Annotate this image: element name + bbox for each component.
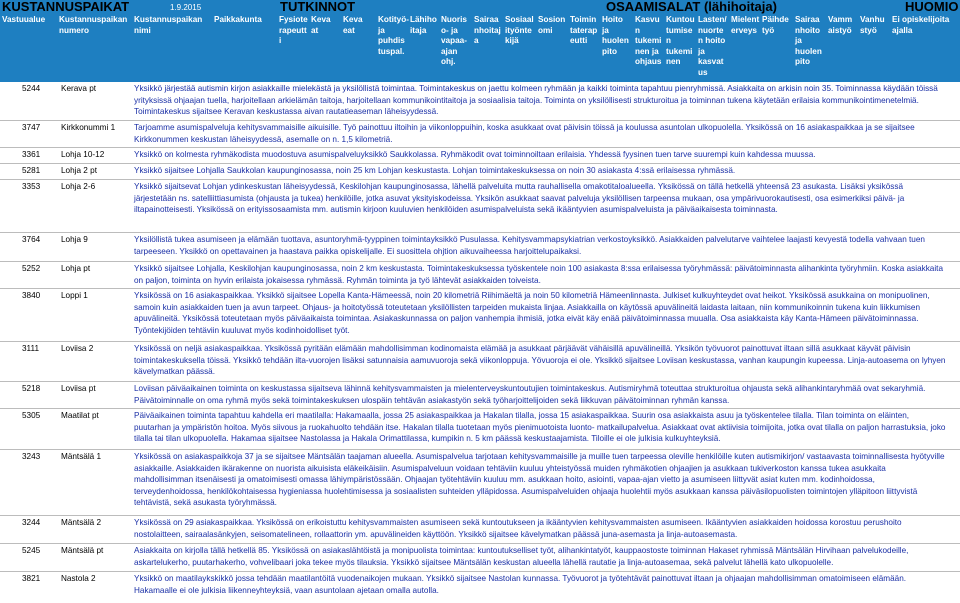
row-code: 3353 — [22, 182, 41, 191]
col-header: Sosion omi — [538, 15, 566, 35]
header — [0, 0, 960, 82]
col-header: Sairaa nhoito ja huolen pito — [795, 15, 822, 66]
row-place: Mäntsälä pt — [61, 546, 104, 555]
row-code: 5218 — [22, 384, 41, 393]
row-place: Loviisa pt — [61, 384, 96, 393]
row-place: Lohja 10-12 — [61, 150, 105, 159]
row-description: Yksikkö järjestää autismin kirjon asiakkaille mielekästä ja yksilöllistä toimintaa. Toimintakeskus on jaettu kolmeen ryhmään ja kaikki toiminta tapahtuu pienryhmissä. Asiakkaita on arkisin noin 35. Toiminnassa käydään töissä yrityksissä ohjaajan tuella, harjoitellaan arkielämän taitoja, harjoitellaan kommunikointitaitoja ja sosiaalisia taitoja. Toiminta on yksilöllisesti strukturoitua ja toiminnan tukena käytetään erilaisia kommunikointimenetelmiä. Toimintakeskus sijaitsee Keravan keskustassa aivan rautatieaseman läheisyydessä. — [134, 84, 938, 117]
row-divider — [0, 163, 960, 164]
row-code: 5245 — [22, 546, 41, 555]
row-divider — [0, 288, 960, 289]
row-description: Päiväaikainen toiminta tapahtuu kahdella eri maatilalla: Hakamaalla, jossa 25 asiakaspaikkaa ja Hakalan tilalla, jossa 15 asiakaspaikkaa. Suurin osa asiakkaista asuu ja työskentelee tilalla. Tilan toiminta on eläinten, puutarhan ja ympäristön hoitoa. Myös siivous ja ruokahuolto tehdään itse. Hakalan tilalla tuotetaan myös pienimuotoista luonto- matkailupalvelua. Asiakkaat ovat aktiivisia toimijoita, jotka ovat tilalla on paljon harrastuksia, joko tilalla tai tilan ulkopuolella. Hakamaa sijaitsee Nastolassa ja Hakala Orimattilassa, kumpikin n. 5 km päässä keskustaajamista. Tiloille ei ole julkisia kulkuyhteyksiä. — [134, 411, 946, 444]
row-code: 3821 — [22, 574, 41, 583]
row-place: Mäntsälä 1 — [61, 452, 102, 461]
row-place: Lohja 9 — [61, 235, 88, 244]
row-place: Lohja 2-6 — [61, 182, 96, 191]
row-description: Asiakkaita on kirjolla tällä hetkellä 85. Yksikössä on asiakaslähtöistä ja monipuolista toimintaa: kuntoutukselliset työt, alihankintatyöt, kauppaostoste toiminnan Hakaset ryhmissä Mäntsälän Hirvihaan palvelukodeille, askartelukerho, puutarhakerho, vohvelibaari joka tekee myös tilauksia. Yksikkö sijaitsee Mäntsälän keskustan alueella lähellä rautatie ja linja-autoasemaa, sekä palvelut lähellä kato ulkopuolelle. — [134, 546, 909, 567]
row-description: Tarjoamme asumispalveluja kehitysvammaisille aikuisille. Työ painottuu iltoihin ja viikonloppuihin, koska asukkaat ovat päivisin töissä ja koulussa asuntolan ulkopuolella. Yksikössä on 16 asiakaspaikkaa ja se sijaitsee Kirkkonummen keskustan läheisyydessä, asemalle on n. 1,5 kilometriä. — [134, 123, 915, 144]
row-description: Yksilöllistä tukea asumiseen ja elämään tuottava, asuntoryhmä-tyyppinen toimintayksikkö Pusulassa. Kehitysvammapsykiatrian verkostoyksikkö. Asiakkaiden palvelutarve vaihtelee laajasti kevyestä todella vahvaan tuen tarpeeseen. Yksikkö on opettavainen ja haastava paikka opiskelijalle. Ei suosittela ohjtion aikuvaiheessa harjoittelupaikaksi. — [134, 235, 925, 256]
col-header: Kustannuspaikan nimi — [134, 15, 203, 35]
col-header: Kuntou tumise n tukemi nen — [666, 15, 695, 66]
row-description: Yksikössä on 29 asiakaspaikkaa. Yksikössä on erikoistuttu kehitysvammaisten asumiseen sekä kuntoutukseen ja ikääntyvien kehitysvammaisten asumiseen. Ikääntyvien asiakkaiden hoidossa korostuu perushoito nostolaitteen, sairaalasänkyjen, seisomatelineen, rollaattorin ym. apuvälineiden käyttöön. Yksikkö sijaitsee kävelymatkan päässä juna-asemasta ja linja-autoasemasta. — [134, 518, 902, 539]
header-title-left: KUSTANNUSPAIKAT — [2, 0, 130, 14]
row-code: 3361 — [22, 150, 41, 159]
col-header: Keva at — [311, 15, 331, 35]
row-place: Lohja 2 pt — [61, 166, 97, 175]
row-place: Loppi 1 — [61, 291, 88, 300]
col-header: Fysiote rapeutt i — [279, 15, 308, 45]
row-description: Yksikkö sijaitsee Lohjalla, Keskilohjan kaupunginosassa, noin 2 km keskustasta. Toimintakeskuksessa työskentele noin 100 asiakasta 8:ssa erilaisessa työryhmässä: päivätoiminnasta alihankinta työryhmiin. Koska asiakkaita on paljon, toiminta on hyvin erilaista jokaisessa ryhmässä. Ryhmän toiminta ja työ lähtevät asiakkaiden toiveista. — [134, 264, 944, 285]
col-header: Lähiho itaja — [410, 15, 437, 35]
header-date: 1.9.2015 — [170, 3, 202, 12]
col-header: Sairaa nhoitaj a — [474, 15, 501, 45]
row-divider — [0, 571, 960, 572]
row-divider — [0, 147, 960, 148]
row-description: Yksikössä on asiakaspaikkoja 37 ja se sijaitsee Mäntsälän taajaman alueella. Asumispalvelua tarjotaan kehitysvammaisille ja muille tuen tarpeessa oleville henkilöille kuten autismikirjon/ vastaavasta toiminnallisesta hyötyville asiakkaille. Asiakkaiden ikärakenne on nuorista aikuisista eläkeikäisiin. Asumispalveluun voidaan tehtäviin kuuluu yhteistyössä muiden ryhmäkotien ohjaajien ja asukkaan tukiverkoston kanssa tukea asukkaita mahdollisimman itsenäisesti ja omatoimisesti omassa lähiympäristössään. Ohjaajan työtehtäviin kuuluu mm. asukkaan hoito, asiointi, vapaa-ajan vietto ja asumiseen liittyvät asiat kuten mm. kodinhoidossa, terveydenhoidossa, henkilökohtaisessa hygieniassa huolehtimisessa ja sosiaalisten suhteiden ylläpidossa. Asumispalveluiden ohjaaja huolehtii myös asukkaan kanssa päiväsilopuolisten toimintojen ylläpitoon liittyvistä tehtävistä, sekä asukasta työryhmässä. — [134, 452, 945, 508]
col-header: Paikkakunta — [214, 15, 262, 24]
col-header: Lasten/ nuorte n hoito ja kasvat us — [698, 15, 727, 77]
row-place: Mäntsälä 2 — [61, 518, 102, 527]
row-code: 3764 — [22, 235, 41, 244]
col-header: Päihde työ — [762, 15, 789, 35]
col-header: Keva eat — [343, 15, 363, 35]
row-code: 3111 — [22, 344, 39, 353]
row-divider — [0, 515, 960, 516]
row-code: 5281 — [22, 166, 41, 175]
col-header: Ei opiskelijoita ajalla — [892, 15, 950, 35]
col-header: Vastuualue — [2, 15, 46, 24]
col-header: Vamm aistyö — [828, 15, 853, 35]
row-place: Maatilat pt — [61, 411, 99, 420]
col-header: Sosiaal ityönte kijä — [505, 15, 534, 45]
col-header: Nuoris o- ja vapaa- ajan ohj. — [441, 15, 467, 66]
row-code: 5252 — [22, 264, 41, 273]
row-divider — [0, 341, 960, 342]
row-place: Nastola 2 — [61, 574, 96, 583]
header-title-right: OSAAMISALAT (lähihoitaja) — [606, 0, 777, 14]
col-header: Toimin taterap eutti — [570, 15, 598, 45]
row-divider — [0, 543, 960, 544]
row-code: 5244 — [22, 84, 41, 93]
row-description: Yksikkö on maatilaykskikkö jossa tehdään maatilantöitä vuodenaikojen mukaan. Yksikkö sijaitsee Nastolan kunnassa. Työvuorot ja työtehtävät painottuvat iltaan ja ohjaajan mahdollisimman omatoimiseen elämään. Hakamaalle ei ole julkisia liikenneyhteyksiä, vaan asuntolaan ajetaan omalla autolla. — [134, 574, 907, 595]
row-place: Loviisa 2 — [61, 344, 94, 353]
row-description: Yksikkö sijaitsee Lohjalla Saukkolan kaupunginosassa, noin 25 km Lohjan keskustasta. Lohjan toimintakeskuksessa on noin 30 asiakasta 4:ssä erilaisessa ryhmässä. — [134, 166, 736, 175]
row-description: Yksikössä on 16 asiakaspaikkaa. Yksikkö sijaitsee Lopella Kanta-Hämeessä, noin 20 kilometriä Riihimäeltä ja noin 50 kilometriä Hämeenlinnasta. Julkiset kulkuyhteydet ovat heikot. Yksikössä asukkaina on monipuolinen, samoin kuin asiakkaiden tuen ja avun tarpeet. Ohjaus- ja hoitotyössä toteutetaan yksilöllisten tarpeiden mukaista linjaa. Asiakkailla on käytössä apuvälineitä laidasta laitaan, niin kommunikoinnin tukena kuin liikkumisen apuvälineitä. Yksikössä toteutetaan myös päiväaikaista toimintaa. Asiakaskunnassa on paljon vanhempia ihmisiä, jotka eivät käy enää päivätoiminnassa muualla. Osa asiakkaista käy Kanta-Hämeen päivätoiminnassa. Työntekijöiden tehtäviin kuuluvat myös kodinhoidolliset työt. — [134, 291, 930, 335]
row-divider — [0, 408, 960, 409]
row-divider — [0, 179, 960, 180]
col-header: Kotityö- ja puhdis tuspal. — [378, 15, 409, 56]
row-divider — [0, 261, 960, 262]
row-code: 3243 — [22, 452, 41, 461]
row-description: Yksikössä on neljä asiakaspaikkaa. Yksikössä pyritään elämään mahdollisimman kodinomaista elämää ja asukkaat pärjäävät vähäisillä apuvälineillä. Yksikön työvuorot painottuvat iltaan sillä asukkaat käyvät päivisin toimintakeskuksella töissä. Yksikkö tehdään ilta-vuorojen lisäksi satunnaisia aamuvuoroja sekä viikonloppuja. Yövuoroja ei ole. Yksikkö sijaitsee Loviisan keskustassa, vanhan kaupungin kupeessa. Linja-autoasema on lyhyen kävelymatkan päässä. — [134, 344, 946, 377]
row-code: 5305 — [22, 411, 41, 420]
row-place: Kirkkonummi 1 — [61, 123, 116, 132]
row-place: Kerava pt — [61, 84, 97, 93]
row-description: Loviisan päiväaikainen toiminta on keskustassa sijaitseva lähinnä kehitysvammaisten ja mielenterveyskuntoutujien toimintakeskus. Autismiryhmä toteuttaa strukturoitua ohjausta sekä alihankintaryhmää ovat sekaryhmiä. Päivätoiminnalle on oma ryhmä myös sekä toimintakeskuksen ulospäin tehtävän asiakastyön sekä työharjoittelijoiden sekä liikkuvan päivätoiminnan ryhmän kanssa. — [134, 384, 926, 405]
col-header: Kasvu n tukemi nen ja ohjaus — [635, 15, 662, 66]
row-description: Yksikkö on kolmesta ryhmäkodista muodostuva asumispalveluyksikkö Saukkolassa. Ryhmäkodit ovat toiminnoiltaan erilaisia. Yhdessä fyysinen tuen tarve suurempi kuin kahdessa muussa. — [134, 150, 816, 159]
row-divider — [0, 120, 960, 121]
row-divider — [0, 232, 960, 233]
col-header: Vanhu styö — [860, 15, 885, 35]
row-place: Lohja pt — [61, 264, 91, 273]
header-title-far: HUOMIO — [905, 0, 959, 14]
col-header: Hoito ja huolen pito — [602, 15, 629, 56]
row-code: 3244 — [22, 518, 41, 527]
row-code: 3840 — [22, 291, 41, 300]
header-title-mid: TUTKINNOT — [280, 0, 356, 14]
row-divider — [0, 381, 960, 382]
row-code: 3747 — [22, 123, 41, 132]
row-divider — [0, 449, 960, 450]
row-description: Yksikkö sijaitsevat Lohjan ydinkeskustan läheisyydessä, Keskilohjan kaupunginosassa, lähellä palveluita mutta rauhallisella omakotitaloalueella. Yksikössä on tällä hetkellä yhteensä 23 asukasta. Lisäksi yksikössä järjestetään ns. satelliittiasumista (ohjausta ja tukea) henkilöille, jotka asuvat yksityiskodeissa. Yksikön asukkaat saavat palveluja yksilöllisen tarpeensa mukaan, osa ympärivuorokautisesti, osa esimerkiksi päivä- ja iltapainotteisesti. Yksikössä on erityissosaamista mm. autismin kirjoon kuuluvien henkilöiden asumispalveluista sekä ikääntyvien asumispalveluista ja päiväaikaisesta toiminnasta. — [134, 182, 905, 215]
col-header: Kustannuspaikan numero — [59, 15, 128, 35]
col-header: Mielent erveys — [731, 15, 760, 35]
